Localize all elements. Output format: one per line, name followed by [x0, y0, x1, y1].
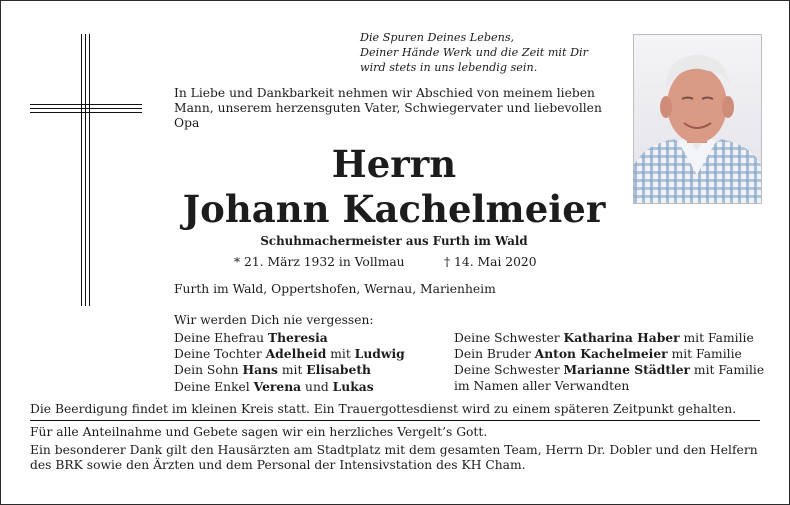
- mourner-line: [454, 379, 774, 394]
- death-date: † 14. Mai 2020: [444, 255, 537, 269]
- cross-icon: [30, 34, 142, 306]
- mourner-relation: Dein Bruder: [454, 347, 535, 362]
- mourner-line: [174, 330, 444, 346]
- mourner-relation: mit Familie: [690, 363, 765, 378]
- birth-date: * 21. März 1932 in Vollmau: [234, 255, 405, 269]
- mourner-relation: mit: [326, 347, 355, 362]
- places-of-life: Furth im Wald, Oppertshofen, Wernau, Marienheim: [174, 282, 496, 296]
- mourner-relation: Deine Enkel: [174, 379, 254, 394]
- mourner-line: [454, 362, 774, 378]
- mourner-relation: mit Familie: [679, 331, 754, 345]
- mourner-name: Verena: [253, 378, 302, 394]
- intro-text: In Liebe und Dankbarkeit nehmen wir Abschied von meinem lieben Mann, unserem herzensguten Vater, Schwiegervater und liebevollen Opa: [174, 86, 602, 131]
- mourner-relation: mit: [277, 363, 307, 378]
- mourner-line: [174, 362, 444, 378]
- portrait-photo: [633, 34, 762, 204]
- mourner-relation: Dein Sohn: [174, 363, 243, 378]
- mourner-relation: Deine Ehefrau: [174, 331, 268, 345]
- thanks-special: Ein besonderer Dank gilt den Hausärzten am Stadtplatz mit dem gesamten Team, Herrn Dr. Dobler und den Helfern des BRK sowie den Ärzten und dem Personal der Intensivstation des KH Cham.: [30, 443, 758, 473]
- mourner-name: Adelheid: [265, 346, 327, 362]
- mourners-right-list: [454, 330, 774, 394]
- mourner-relation: Deine Schwester: [454, 363, 564, 378]
- mourner-name: Katharina Haber: [563, 330, 680, 345]
- mourner-relation: Deine Tochter: [174, 347, 266, 362]
- mourner-line: [454, 330, 774, 346]
- thanks-general: Für alle Anteilnahme und Gebete sagen wir ein herzliches Vergelt’s Gott.: [30, 425, 488, 439]
- mourner-name: Elisabeth: [306, 362, 371, 378]
- mourner-relation: und: [301, 379, 333, 394]
- mourner-name: Hans: [242, 362, 278, 378]
- memorial-poem: Die Spuren Deines Lebens, Deiner Hände Werk und die Zeit mit Dir wird stets in uns lebendig sein.: [360, 31, 588, 74]
- deceased-name: Johann Kachelmeier: [182, 187, 606, 231]
- mourners-left-list: [174, 330, 444, 395]
- mourner-relation: im Namen aller Verwandten: [454, 378, 630, 393]
- funeral-notice: Die Beerdigung findet im kleinen Kreis statt. Ein Trauergottesdienst wird zu einem späteren Zeitpunkt gehalten.: [30, 402, 737, 416]
- mourner-name: Anton Kachelmeier: [534, 346, 668, 362]
- mourner-relation: Deine Schwester: [454, 331, 564, 345]
- mourner-line: [454, 346, 774, 362]
- deceased-title: Herrn: [331, 142, 457, 186]
- mourner-name: Theresia: [267, 330, 328, 345]
- deceased-occupation: Schuhmachermeister aus Furth im Wald: [260, 234, 528, 248]
- mourner-line: [174, 346, 444, 362]
- mourner-name: Marianne Städtler: [563, 362, 690, 378]
- mourners-heading: Wir werden Dich nie vergessen:: [174, 313, 374, 327]
- mourner-name: Ludwig: [354, 346, 405, 362]
- mourner-line: [174, 379, 444, 395]
- mourner-relation: mit Familie: [667, 347, 742, 362]
- mourner-name: Lukas: [332, 378, 374, 394]
- divider: [30, 420, 760, 421]
